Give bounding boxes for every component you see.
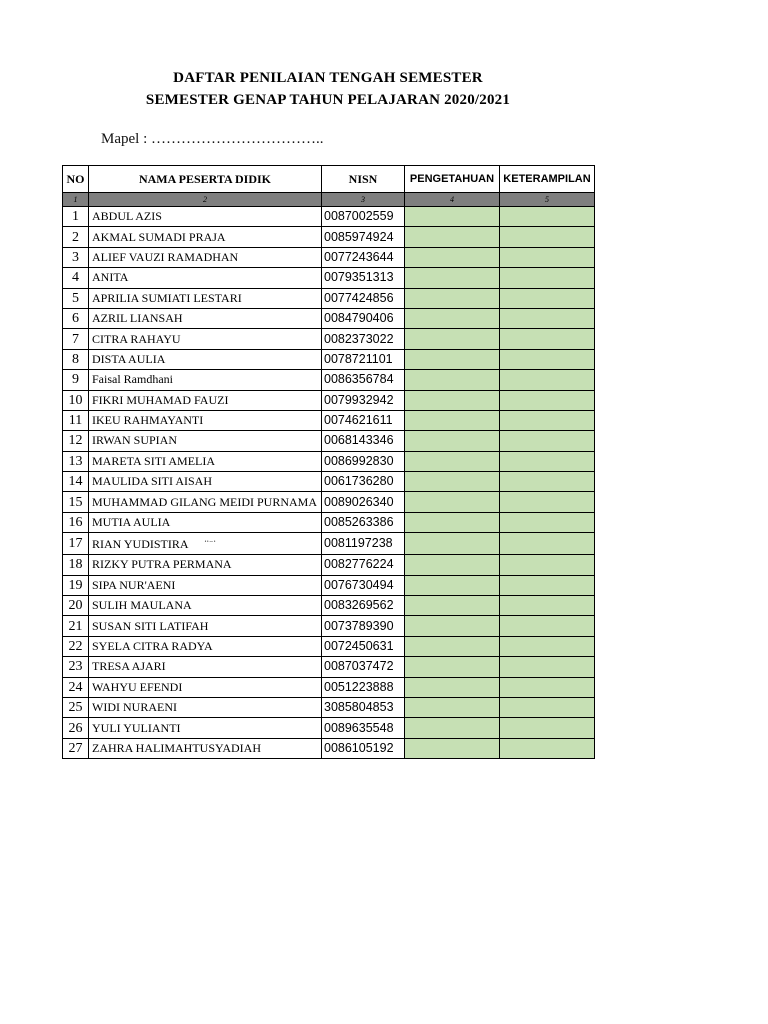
table-row bbox=[63, 247, 595, 267]
pengetahuan-score-cell[interactable] bbox=[405, 512, 500, 532]
scribble-mark: ••∼• bbox=[204, 540, 217, 546]
pengetahuan-score-cell[interactable] bbox=[405, 616, 500, 636]
keterampilan-score-cell[interactable] bbox=[500, 431, 595, 451]
student-nisn: 0085974924 bbox=[322, 227, 405, 247]
pengetahuan-score-cell[interactable] bbox=[405, 410, 500, 430]
pengetahuan-score-cell[interactable] bbox=[405, 492, 500, 512]
student-name bbox=[89, 308, 322, 328]
row-number: 19 bbox=[63, 575, 89, 595]
column-number: 4 bbox=[405, 193, 500, 207]
student-nisn: 0077424856 bbox=[322, 288, 405, 308]
column-number: 1 bbox=[63, 193, 89, 207]
pengetahuan-score-cell[interactable] bbox=[405, 247, 500, 267]
student-name-text: FIKRI MUHAMAD FAUZI bbox=[92, 392, 229, 407]
student-name-text: APRILIA SUMIATI LESTARI bbox=[92, 290, 242, 305]
pengetahuan-score-cell[interactable] bbox=[405, 329, 500, 349]
keterampilan-score-cell[interactable] bbox=[500, 288, 595, 308]
student-nisn: 0079351313 bbox=[322, 268, 405, 288]
table-row bbox=[63, 738, 595, 758]
student-name bbox=[89, 410, 322, 430]
student-name bbox=[89, 636, 322, 656]
table-row bbox=[63, 207, 595, 227]
table-row bbox=[63, 492, 595, 512]
table-row bbox=[63, 410, 595, 430]
row-number: 5 bbox=[63, 288, 89, 308]
student-name bbox=[89, 492, 322, 512]
student-name-text: AKMAL SUMADI PRAJA bbox=[92, 229, 226, 244]
student-name-text: SULIH MAULANA bbox=[92, 598, 192, 613]
row-number: 9 bbox=[63, 370, 89, 390]
student-name-text: DISTA AULIA bbox=[92, 351, 166, 366]
student-name bbox=[89, 207, 322, 227]
row-number: 27 bbox=[63, 738, 89, 758]
keterampilan-score-cell[interactable] bbox=[500, 738, 595, 758]
pengetahuan-score-cell[interactable] bbox=[405, 227, 500, 247]
column-number-row bbox=[63, 193, 595, 207]
header-pengetahuan: PENGETAHUAN bbox=[405, 166, 500, 193]
student-name bbox=[89, 718, 322, 738]
pengetahuan-score-cell[interactable] bbox=[405, 370, 500, 390]
row-number: 23 bbox=[63, 657, 89, 677]
pengetahuan-score-cell[interactable] bbox=[405, 677, 500, 697]
keterampilan-score-cell[interactable] bbox=[500, 227, 595, 247]
keterampilan-score-cell[interactable] bbox=[500, 370, 595, 390]
student-name bbox=[89, 247, 322, 267]
student-nisn: 0086992830 bbox=[322, 451, 405, 471]
row-number: 16 bbox=[63, 512, 89, 532]
student-name-text: SYELA CITRA RADYA bbox=[92, 639, 213, 653]
column-number: 3 bbox=[322, 193, 405, 207]
keterampilan-score-cell[interactable] bbox=[500, 575, 595, 595]
student-name bbox=[89, 370, 322, 390]
keterampilan-score-cell[interactable] bbox=[500, 472, 595, 492]
keterampilan-score-cell[interactable] bbox=[500, 677, 595, 697]
document-title: DAFTAR PENILAIAN TENGAH SEMESTER bbox=[173, 70, 483, 86]
student-name-text: AZRIL LIANSAH bbox=[92, 311, 183, 326]
student-name bbox=[89, 555, 322, 575]
row-number: 24 bbox=[63, 677, 89, 697]
keterampilan-score-cell[interactable] bbox=[500, 657, 595, 677]
row-number: 25 bbox=[63, 697, 89, 717]
student-name bbox=[89, 657, 322, 677]
row-number: 12 bbox=[63, 431, 89, 451]
student-name bbox=[89, 616, 322, 636]
table-row bbox=[63, 718, 595, 738]
student-name-text: IRWAN SUPIAN bbox=[92, 433, 178, 448]
keterampilan-score-cell[interactable] bbox=[500, 697, 595, 717]
student-name-text: IKEU RAHMAYANTI bbox=[92, 413, 204, 428]
pengetahuan-score-cell[interactable] bbox=[405, 349, 500, 369]
table-row bbox=[63, 533, 595, 555]
student-name bbox=[89, 390, 322, 410]
student-name bbox=[89, 533, 322, 555]
header-keterampilan: KETERAMPILAN bbox=[500, 166, 595, 193]
row-number: 2 bbox=[63, 227, 89, 247]
column-number: 5 bbox=[500, 193, 595, 207]
student-nisn: 0084790406 bbox=[322, 308, 405, 328]
row-number: 4 bbox=[63, 268, 89, 288]
header-row bbox=[63, 166, 595, 193]
student-name bbox=[89, 451, 322, 471]
student-name bbox=[89, 268, 322, 288]
student-nisn: 0089026340 bbox=[322, 492, 405, 512]
student-name bbox=[89, 472, 322, 492]
student-name bbox=[89, 738, 322, 758]
row-number: 14 bbox=[63, 472, 89, 492]
row-number: 3 bbox=[63, 247, 89, 267]
pengetahuan-score-cell[interactable] bbox=[405, 308, 500, 328]
pengetahuan-score-cell[interactable] bbox=[405, 288, 500, 308]
pengetahuan-score-cell[interactable] bbox=[405, 431, 500, 451]
student-name bbox=[89, 329, 322, 349]
keterampilan-score-cell[interactable] bbox=[500, 247, 595, 267]
pengetahuan-score-cell[interactable] bbox=[405, 207, 500, 227]
row-number: 1 bbox=[63, 207, 89, 227]
pengetahuan-score-cell[interactable] bbox=[405, 636, 500, 656]
table-row bbox=[63, 329, 595, 349]
student-name-text: RIZKY PUTRA PERMANA bbox=[92, 557, 232, 572]
student-nisn: 0082373022 bbox=[322, 329, 405, 349]
student-name-text: Faisal Ramdhani bbox=[92, 372, 173, 387]
keterampilan-score-cell[interactable] bbox=[500, 349, 595, 369]
student-name-text: ANITA bbox=[92, 270, 129, 285]
student-name-text: CITRA RAHAYU bbox=[92, 331, 181, 346]
table-row bbox=[63, 288, 595, 308]
table-row bbox=[63, 575, 595, 595]
table-row bbox=[63, 555, 595, 575]
pengetahuan-score-cell[interactable] bbox=[405, 697, 500, 717]
table-row bbox=[63, 596, 595, 616]
keterampilan-score-cell[interactable] bbox=[500, 268, 595, 288]
pengetahuan-score-cell[interactable] bbox=[405, 575, 500, 595]
pengetahuan-score-cell[interactable] bbox=[405, 390, 500, 410]
student-nisn: 0077243644 bbox=[322, 247, 405, 267]
row-number: 21 bbox=[63, 616, 89, 636]
keterampilan-score-cell[interactable] bbox=[500, 533, 595, 555]
keterampilan-score-cell[interactable] bbox=[500, 718, 595, 738]
table-row bbox=[63, 308, 595, 328]
student-name bbox=[89, 227, 322, 247]
student-name-text: MARETA SITI AMELIA bbox=[92, 453, 216, 468]
column-number: 2 bbox=[89, 193, 322, 207]
table-row bbox=[63, 370, 595, 390]
table-row bbox=[63, 512, 595, 532]
student-nisn: 3085804853 bbox=[322, 697, 405, 717]
pengetahuan-score-cell[interactable] bbox=[405, 596, 500, 616]
student-name-text: WAHYU EFENDI bbox=[92, 679, 183, 694]
table-row bbox=[63, 636, 595, 656]
student-name-text: MUTIA AULIA bbox=[92, 515, 171, 530]
student-name bbox=[89, 349, 322, 369]
table-row bbox=[63, 431, 595, 451]
pengetahuan-score-cell[interactable] bbox=[405, 472, 500, 492]
student-name bbox=[89, 288, 322, 308]
table-row bbox=[63, 349, 595, 369]
student-name-text: WIDI NURAENI bbox=[92, 700, 177, 715]
table-row bbox=[63, 616, 595, 636]
row-number: 10 bbox=[63, 390, 89, 410]
pengetahuan-score-cell[interactable] bbox=[405, 268, 500, 288]
row-number: 17 bbox=[63, 533, 89, 555]
student-nisn: 0081197238 bbox=[322, 533, 405, 555]
keterampilan-score-cell[interactable] bbox=[500, 451, 595, 471]
keterampilan-score-cell[interactable] bbox=[500, 636, 595, 656]
grade-table bbox=[62, 165, 595, 759]
student-name bbox=[89, 512, 322, 532]
student-nisn: 0089635548 bbox=[322, 718, 405, 738]
table-row bbox=[63, 697, 595, 717]
student-name-text: YULI YULIANTI bbox=[92, 720, 181, 735]
pengetahuan-score-cell[interactable] bbox=[405, 738, 500, 758]
keterampilan-score-cell[interactable] bbox=[500, 492, 595, 512]
row-number: 11 bbox=[63, 410, 89, 430]
keterampilan-score-cell[interactable] bbox=[500, 616, 595, 636]
student-nisn: 0051223888 bbox=[322, 677, 405, 697]
keterampilan-score-cell[interactable] bbox=[500, 596, 595, 616]
table-row bbox=[63, 390, 595, 410]
student-nisn: 0085263386 bbox=[322, 512, 405, 532]
student-nisn: 0079932942 bbox=[322, 390, 405, 410]
subject-field: Mapel : …………………………….. bbox=[101, 131, 324, 147]
student-name bbox=[89, 575, 322, 595]
table-row bbox=[63, 677, 595, 697]
table-row bbox=[63, 268, 595, 288]
student-nisn: 0068143346 bbox=[322, 431, 405, 451]
student-nisn: 0087002559 bbox=[322, 207, 405, 227]
pengetahuan-score-cell[interactable] bbox=[405, 533, 500, 555]
keterampilan-score-cell[interactable] bbox=[500, 410, 595, 430]
row-number: 22 bbox=[63, 636, 89, 656]
keterampilan-score-cell[interactable] bbox=[500, 329, 595, 349]
student-nisn: 0072450631 bbox=[322, 636, 405, 656]
header-name: NAMA PESERTA DIDIK bbox=[89, 166, 322, 193]
student-nisn: 0082776224 bbox=[322, 555, 405, 575]
student-nisn: 0061736280 bbox=[322, 472, 405, 492]
student-nisn: 0086105192 bbox=[322, 738, 405, 758]
student-nisn: 0078721101 bbox=[322, 349, 405, 369]
student-name-text: TRESA AJARI bbox=[92, 659, 166, 674]
keterampilan-score-cell[interactable] bbox=[500, 390, 595, 410]
keterampilan-score-cell[interactable] bbox=[500, 555, 595, 575]
student-name-text: MAULIDA SITI AISAH bbox=[92, 474, 212, 489]
row-number: 6 bbox=[63, 308, 89, 328]
keterampilan-score-cell[interactable] bbox=[500, 207, 595, 227]
row-number: 13 bbox=[63, 451, 89, 471]
header-nisn: NISN bbox=[322, 166, 405, 193]
keterampilan-score-cell[interactable] bbox=[500, 512, 595, 532]
student-name bbox=[89, 431, 322, 451]
row-number: 8 bbox=[63, 349, 89, 369]
table-row bbox=[63, 227, 595, 247]
row-number: 26 bbox=[63, 718, 89, 738]
student-name bbox=[89, 677, 322, 697]
row-number: 15 bbox=[63, 492, 89, 512]
student-name-text: ALIEF VAUZI RAMADHAN bbox=[92, 249, 239, 264]
student-name-text: SIPA NUR'AENI bbox=[92, 577, 176, 592]
student-name-text: RIAN YUDISTIRA bbox=[92, 537, 189, 552]
pengetahuan-score-cell[interactable] bbox=[405, 555, 500, 575]
student-nisn: 0086356784 bbox=[322, 370, 405, 390]
row-number: 7 bbox=[63, 329, 89, 349]
pengetahuan-score-cell[interactable] bbox=[405, 657, 500, 677]
student-name-text: SUSAN SITI LATIFAH bbox=[92, 618, 209, 633]
student-nisn: 0087037472 bbox=[322, 657, 405, 677]
student-name-text: ABDUL AZIS bbox=[92, 209, 162, 224]
table-row bbox=[63, 657, 595, 677]
student-name-text: ZAHRA HALIMAHTUSYADIAH bbox=[92, 740, 261, 755]
student-nisn: 0074621611 bbox=[322, 410, 405, 430]
row-number: 18 bbox=[63, 555, 89, 575]
pengetahuan-score-cell[interactable] bbox=[405, 451, 500, 471]
student-list bbox=[63, 207, 595, 759]
pengetahuan-score-cell[interactable] bbox=[405, 718, 500, 738]
student-nisn: 0073789390 bbox=[322, 616, 405, 636]
table-row bbox=[63, 451, 595, 471]
student-name-text: MUHAMMAD GILANG MEIDI PURNAMA bbox=[92, 494, 317, 509]
document-subtitle: SEMESTER GENAP TAHUN PELAJARAN 2020/2021 bbox=[145, 92, 511, 108]
row-number: 20 bbox=[63, 596, 89, 616]
header-no: NO bbox=[63, 166, 89, 193]
student-name bbox=[89, 596, 322, 616]
student-name bbox=[89, 697, 322, 717]
keterampilan-score-cell[interactable] bbox=[500, 308, 595, 328]
student-nisn: 0083269562 bbox=[322, 596, 405, 616]
table-row bbox=[63, 472, 595, 492]
student-nisn: 0076730494 bbox=[322, 575, 405, 595]
